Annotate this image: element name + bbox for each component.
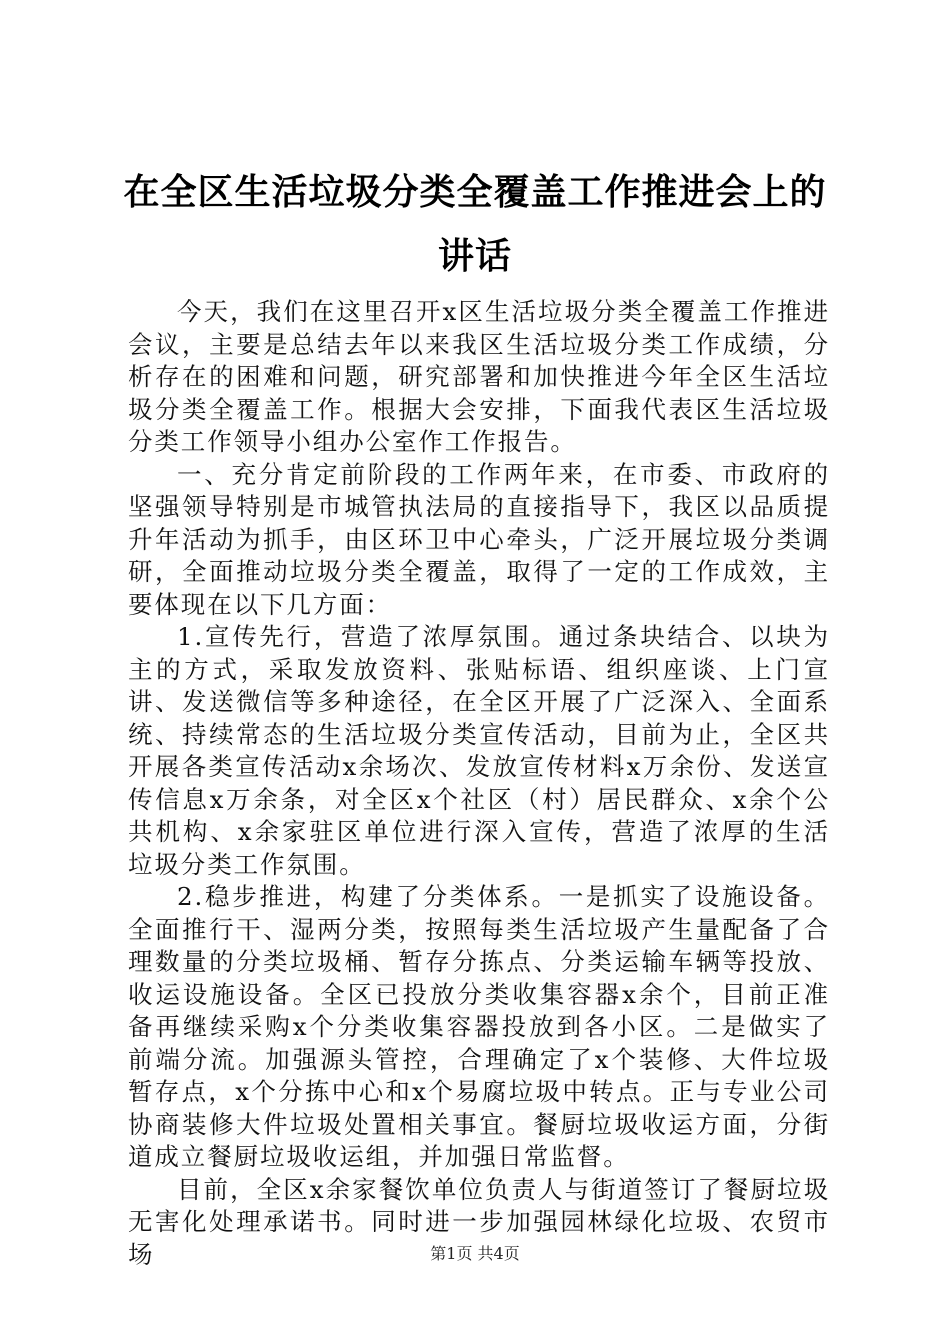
page-footer: 第1页 共4页 bbox=[430, 1244, 520, 1263]
paragraph-continued: 目前，全区x余家餐饮单位负责人与街道签订了餐厨垃圾无害化处理承诺书。同时进一步加强园林绿化垃圾、农贸市场 bbox=[128, 1174, 830, 1269]
document-body bbox=[128, 296, 830, 1271]
paragraph-item-one: 1.宣传先行，营造了浓厚氛围。通过条块结合、以块为主的方式，采取发放资料、张贴标语、组织座谈、上门宣讲、发送微信等多种途径，在全区开展了广泛深入、全面系统、持续常态的生活垃圾分类宣传活动，目前为止，全区共开展各类宣传活动x余场次、发放宣传材料x万余份、发送宣传信息x万余条，对全区x个社区（村）居民群众、x余个公共机构、x余家驻区单位进行深入宣传，营造了浓厚的生活垃圾分类工作氛围。 bbox=[128, 622, 830, 879]
document-title: 在全区生活垃圾分类全覆盖工作推进会上的讲话 bbox=[123, 171, 827, 277]
paragraph-intro: 今天，我们在这里召开x区生活垃圾分类全覆盖工作推进会议，主要是总结去年以来我区生活垃圾分类工作成绩，分析存在的困难和问题，研究部署和加快推进今年全区生活垃圾分类全覆盖工作。根据大会安排，下面我代表区生活垃圾分类工作领导小组办公室作工作报告。 bbox=[128, 297, 830, 456]
paragraph-section-one: 一、充分肯定前阶段的工作两年来，在市委、市政府的坚强领导特别是市城管执法局的直接指导下，我区以品质提升年活动为抓手，由区环卫中心牵头，广泛开展垃圾分类调研，全面推动垃圾分类全覆盖，取得了一定的工作成效，主要体现在以下几方面： bbox=[128, 459, 830, 619]
paragraph-item-two: 2.稳步推进，构建了分类体系。一是抓实了设施设备。全面推行干、湿两分类，按照每类生活垃圾产生量配备了合理数量的分类垃圾桶、暂存分拣点、分类运输车辆等投放、收运设施设备。全区已投放分类收集容器x余个，目前正准备再继续采购x个分类收集容器投放到各小区。二是做实了前端分流。加强源头管控，合理确定了x个装修、大件垃圾暂存点，x个分拣中心和x个易腐垃圾中转点。正与专业公司协商装修大件垃圾处置相关事宜。餐厨垃圾收运方面，分街道成立餐厨垃圾收运组，并加强日常监督。 bbox=[128, 882, 830, 1171]
